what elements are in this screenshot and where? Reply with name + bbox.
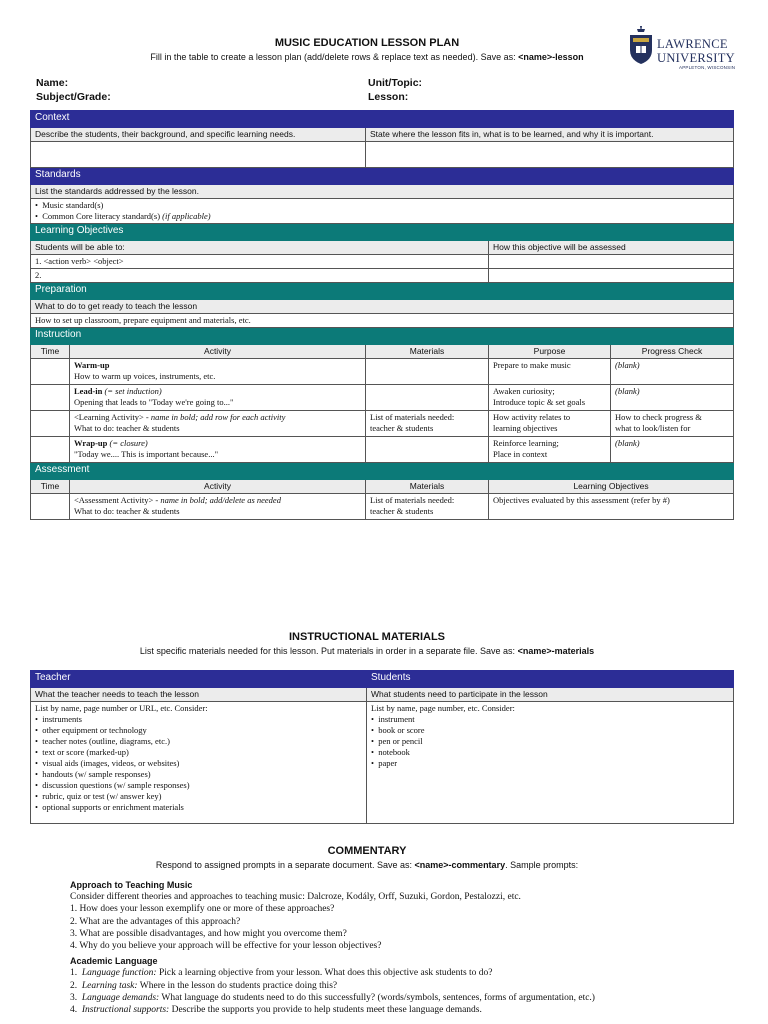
learning-activity[interactable] — [70, 411, 366, 437]
preparation-header-row — [31, 283, 734, 300]
list-item: • optional supports or enrichment materials — [35, 802, 184, 812]
academic-q4-label: Instructional supports: — [81, 1005, 170, 1016]
list-item: • other equipment or technology — [35, 725, 147, 735]
context-right-desc: State where the lesson fits in, what is to be learned, and why it is important. — [366, 128, 734, 142]
list-item: • discussion questions (w/ sample responses) — [35, 780, 190, 790]
logo-line-1: LAWRENCE — [657, 37, 728, 51]
lesson-label: Lesson: — [368, 91, 409, 103]
warmup-desc: How to warm up voices, instruments, etc. — [74, 371, 216, 381]
objectives-heading: Learning Objectives — [31, 224, 734, 241]
objectives-right-desc: How this objective will be assessed — [489, 241, 734, 255]
leadin-purpose[interactable] — [489, 385, 611, 411]
wrapup-title: Wrap-up — [74, 438, 108, 448]
leadin-desc: Opening that leads to "Today we're going to..." — [74, 397, 234, 407]
col-activity: Activity — [70, 345, 366, 359]
table-row — [31, 437, 734, 463]
student-item: notebook — [378, 747, 410, 757]
approach-intro: Consider different theories and approaches to teaching music: Dalcroze, Kodály, Orff, Suzuki, Gordon, Pestalozzi, etc. — [70, 892, 521, 903]
preparation-heading: Preparation — [31, 283, 734, 300]
activity-progress-1: How to check progress & — [615, 412, 702, 422]
warmup-materials[interactable] — [366, 359, 489, 385]
objective-row — [31, 269, 734, 283]
subject-label: Subject/Grade: — [36, 91, 111, 103]
list-item: • instruments — [35, 714, 82, 724]
commentary-subtitle-end: . Sample prompts: — [505, 860, 579, 870]
materials-table — [30, 670, 734, 824]
commentary-save-name: <name>-commentary — [414, 860, 506, 870]
assessment-columns-row — [31, 480, 734, 494]
assessment-header-row — [31, 463, 734, 480]
objectives-desc-row — [31, 241, 734, 255]
activity-time[interactable] — [31, 411, 70, 437]
list-item: • pen or pencil — [371, 736, 423, 746]
activity-materials-2: teacher & students — [370, 423, 434, 433]
materials-desc-row — [31, 688, 734, 702]
teacher-item: teacher notes (outline, diagrams, etc.) — [42, 736, 170, 746]
academic-heading: Academic Language — [70, 956, 158, 967]
leadin-note: (= set induction) — [104, 386, 162, 396]
instruction-columns-row — [31, 345, 734, 359]
page-subtitle — [0, 52, 734, 62]
list-item: • Music standard(s) — [35, 200, 104, 210]
assessment-activity[interactable] — [70, 494, 366, 520]
instruction-heading: Instruction — [31, 328, 734, 345]
list-item: • book or score — [371, 725, 425, 735]
objective-2-assessment-field[interactable] — [489, 269, 734, 283]
warmup-title: Warm-up — [74, 360, 110, 370]
assessment-time[interactable] — [31, 494, 70, 520]
academic-q2: 2. Learning task: Where in the lesson do students practice doing this? — [70, 980, 338, 991]
leadin-purpose-1: Awaken curiosity; — [493, 386, 555, 396]
academic-q1: 1. Language function: Pick a learning objective from your lesson. What does this objective ask students to do? — [70, 968, 493, 979]
leadin-progress[interactable]: (blank) — [611, 385, 734, 411]
materials-subtitle — [0, 646, 734, 656]
col-time: Time — [31, 345, 70, 359]
teacher-item: handouts (w/ sample responses) — [42, 769, 151, 779]
teacher-item: rubric, quiz or test (w/ answer key) — [42, 791, 162, 801]
standards-heading: Standards — [31, 168, 734, 185]
wrapup-purpose-1: Reinforce learning; — [493, 438, 559, 448]
teacher-item: instruments — [42, 714, 82, 724]
academic-q2-text: Where in the lesson do students practice doing this? — [137, 980, 338, 991]
objective-1-assessment-field[interactable] — [489, 255, 734, 269]
context-header-row — [31, 111, 734, 128]
materials-title: INSTRUCTIONAL MATERIALS — [288, 631, 446, 643]
assessment-col-activity: Activity — [70, 480, 366, 494]
list-item: • instrument — [371, 714, 415, 724]
list-item: • visual aids (images, videos, or websites) — [35, 758, 180, 768]
assessment-materials-2: teacher & students — [370, 506, 434, 516]
name-label: Name: — [36, 77, 69, 89]
unit-label: Unit/Topic: — [368, 77, 423, 89]
academic-q4: 4. Instructional supports: Describe the supports you provide to help students meet these language demands. — [70, 1005, 482, 1016]
teacher-item: other equipment or technology — [42, 725, 147, 735]
list-item: • notebook — [371, 747, 410, 757]
context-right-field[interactable] — [366, 142, 734, 168]
leadin-activity[interactable] — [70, 385, 366, 411]
commentary-prompts — [70, 879, 730, 1016]
warmup-progress[interactable]: (blank) — [611, 359, 734, 385]
standards-list-row — [31, 199, 734, 224]
warmup-activity[interactable] — [70, 359, 366, 385]
wrapup-activity[interactable] — [70, 437, 366, 463]
activity-title: <Learning Activity> — [74, 412, 144, 422]
approach-q3: 3. What are possible disadvantages, and how might you overcome them? — [70, 928, 347, 939]
preparation-desc-row — [31, 300, 734, 314]
list-item: • Common Core literacy standard(s) (if applicable) — [35, 211, 211, 221]
objective-row — [31, 255, 734, 269]
activity-progress[interactable] — [611, 411, 734, 437]
students-heading: Students — [367, 671, 734, 688]
standards-item-2-note: (if applicable) — [162, 211, 211, 221]
standards-header-row — [31, 168, 734, 185]
teacher-desc: What the teacher needs to teach the lesson — [31, 688, 367, 702]
preparation-detail-row — [31, 314, 734, 328]
wrapup-purpose[interactable] — [489, 437, 611, 463]
materials-list-row — [31, 702, 734, 824]
col-purpose: Purpose — [489, 345, 611, 359]
wrapup-progress[interactable]: (blank) — [611, 437, 734, 463]
student-item: instrument — [378, 714, 415, 724]
assessment-title: <Assessment Activity> — [74, 495, 154, 505]
academic-q1-text: Pick a learning objective from your lesson. What does this objective ask students to do? — [156, 968, 493, 979]
context-left-desc: Describe the students, their background, and specific learning needs. — [31, 128, 366, 142]
objective-2-field[interactable]: 2. — [31, 269, 489, 283]
materials-subtitle-text: List specific materials needed for this lesson. Put materials in order in a separate file. Save as: — [139, 646, 518, 656]
objective-1-field[interactable]: 1. <action verb> <object> — [31, 255, 489, 269]
academic-q1-label: Language function: — [81, 968, 157, 979]
context-heading: Context — [31, 111, 734, 128]
academic-q3-text: What language do students need to do this successfully? (words/symbols, sentences, forms of argumentation, etc.) — [159, 992, 595, 1003]
table-row — [31, 494, 734, 520]
activity-purpose-2: learning objectives — [493, 423, 558, 433]
wrapup-time[interactable] — [31, 437, 70, 463]
standards-desc: List the standards addressed by the lesson. — [31, 185, 734, 199]
academic-q3-label: Language demands: — [81, 992, 160, 1003]
warmup-time[interactable] — [31, 359, 70, 385]
activity-purpose-1: How activity relates to — [493, 412, 571, 422]
academic-q4-text: Describe the supports you provide to help students meet these language demands. — [169, 1005, 482, 1016]
teacher-item: text or score (marked-up) — [42, 747, 129, 757]
commentary-subtitle-text: Respond to assigned prompts in a separate document. Save as: — [155, 860, 415, 870]
students-list-intro: List by name, page number, etc. Consider: — [371, 703, 515, 713]
academic-q2-label: Learning task: — [81, 980, 138, 991]
context-left-field[interactable] — [31, 142, 366, 168]
assessment-col-materials: Materials — [366, 480, 489, 494]
list-item: • text or score (marked-up) — [35, 747, 129, 757]
assessment-col-time: Time — [31, 480, 70, 494]
wrapup-purpose-2: Place in context — [493, 449, 548, 459]
assessment-col-objectives: Learning Objectives — [489, 480, 734, 494]
list-item: • paper — [371, 758, 398, 768]
wrapup-desc: "Today we.... This is important because..." — [74, 449, 219, 459]
leadin-purpose-2: Introduce topic & set goals — [493, 397, 586, 407]
standards-list[interactable] — [31, 199, 734, 224]
commentary-subtitle — [0, 860, 734, 870]
activity-desc: What to do: teacher & students — [74, 423, 180, 433]
wrapup-note: (= closure) — [109, 438, 148, 448]
student-item: paper — [378, 758, 398, 768]
assessment-materials[interactable] — [366, 494, 489, 520]
table-row — [31, 411, 734, 437]
context-desc-row — [31, 128, 734, 142]
teacher-item: visual aids (images, videos, or websites) — [42, 758, 180, 768]
leadin-title: Lead-in — [74, 386, 103, 396]
teacher-materials-list[interactable] — [31, 702, 367, 824]
page-title: MUSIC EDUCATION LESSON PLAN — [274, 37, 460, 49]
assessment-note: - name in bold; add/delete as needed — [153, 495, 281, 505]
context-input-row — [31, 142, 734, 168]
students-materials-list[interactable] — [367, 702, 734, 824]
objectives-header-row — [31, 224, 734, 241]
table-row — [31, 385, 734, 411]
academic-q3: 3. Language demands: What language do students need to do this successfully? (words/symbols, sentences, forms of argumentation, etc.) — [70, 992, 595, 1003]
teacher-list-intro: List by name, page number or URL, etc. Consider: — [35, 703, 208, 713]
col-progress: Progress Check — [611, 345, 734, 359]
standards-desc-row — [31, 185, 734, 199]
subtitle-save-name: <name>-lesson — [518, 52, 584, 62]
subtitle-text: Fill in the table to create a lesson plan (add/delete rows & replace text as needed). Save as: — [150, 52, 519, 62]
lesson-plan-table — [30, 110, 734, 520]
assessment-desc: What to do: teacher & students — [74, 506, 180, 516]
teacher-item: discussion questions (w/ sample responses) — [42, 780, 190, 790]
commentary-title: COMMENTARY — [327, 845, 407, 857]
activity-materials-1: List of materials needed: — [370, 412, 455, 422]
logo-line-3: APPLETON, WISCONSIN — [679, 65, 736, 70]
standards-item-2: Common Core literacy standard(s) — [42, 211, 161, 221]
table-row — [31, 359, 734, 385]
assessment-objectives[interactable]: Objectives evaluated by this assessment (refer by #) — [489, 494, 734, 520]
activity-purpose[interactable] — [489, 411, 611, 437]
list-item: • handouts (w/ sample responses) — [35, 769, 151, 779]
objectives-left-desc: Students will be able to: — [31, 241, 489, 255]
wrapup-materials[interactable] — [366, 437, 489, 463]
list-item: • teacher notes (outline, diagrams, etc.) — [35, 736, 170, 746]
logo-line-2: UNIVERSITY — [657, 51, 735, 65]
list-item: • rubric, quiz or test (w/ answer key) — [35, 791, 162, 801]
preparation-desc: What to do to get ready to teach the lesson — [31, 300, 734, 314]
approach-q1: 1. How does your lesson exemplify one or more of these approaches? — [70, 904, 335, 915]
activity-materials[interactable] — [366, 411, 489, 437]
standards-item-1: Music standard(s) — [42, 200, 104, 210]
student-item: pen or pencil — [378, 736, 423, 746]
leadin-time[interactable] — [31, 385, 70, 411]
university-logo — [627, 22, 737, 68]
activity-note: - name in bold; add row for each activity — [143, 412, 286, 422]
teacher-heading: Teacher — [31, 671, 367, 688]
leadin-materials[interactable] — [366, 385, 489, 411]
student-item: book or score — [378, 725, 425, 735]
assessment-materials-1: List of materials needed: — [370, 495, 455, 505]
approach-q4: 4. Why do you believe your approach will be effective for your lesson objectives? — [70, 941, 382, 952]
materials-header-row — [31, 671, 734, 688]
materials-save-name: <name>-materials — [517, 646, 595, 656]
warmup-purpose[interactable]: Prepare to make music — [489, 359, 611, 385]
students-desc: What students need to participate in the lesson — [367, 688, 734, 702]
approach-heading: Approach to Teaching Music — [70, 880, 193, 890]
approach-q2: 2. What are the advantages of this approach? — [70, 916, 241, 927]
assessment-heading: Assessment — [31, 463, 734, 480]
instruction-header-row — [31, 328, 734, 345]
preparation-detail[interactable]: How to set up classroom, prepare equipment and materials, etc. — [31, 314, 734, 328]
activity-progress-2: what to look/listen for — [615, 423, 691, 433]
col-materials: Materials — [366, 345, 489, 359]
teacher-item: optional supports or enrichment materials — [42, 802, 184, 812]
lawrence-shield-icon — [629, 26, 653, 64]
